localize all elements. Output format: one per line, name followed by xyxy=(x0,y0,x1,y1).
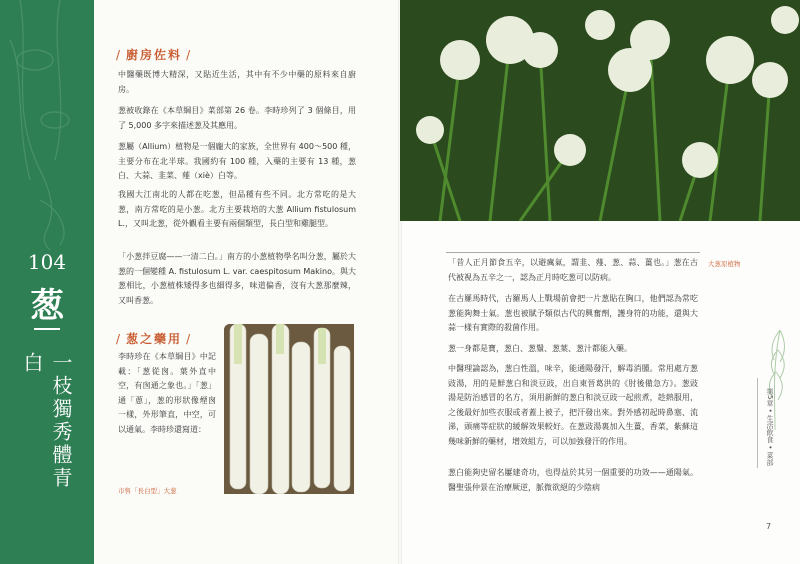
right-paragraph-quote: 「昔人正月節食五辛，以避癘氣，謂韭、薤、葱、蒜、薑也。」葱在古代被視為五辛之一，認為正月時吃葱可以防病。 xyxy=(448,258,698,282)
entry-number: 104 xyxy=(27,250,67,274)
stalk-photo-caption: 市售「長白型」大葱 xyxy=(118,487,177,495)
section-heading-kitchen: / 廚房佐料 / xyxy=(116,48,193,62)
title-divider xyxy=(34,328,60,330)
title-band xyxy=(0,0,94,564)
entry-subtitle-wrap xyxy=(20,352,73,512)
scallion-flower-photo xyxy=(400,0,800,221)
chapter-label: 第5章 • 生活飲食 • 菜部 xyxy=(766,388,774,466)
flower-photo-caption: 大葱原植物 xyxy=(708,260,741,268)
right-paragraph-4: 葱白能夠史留名屢建奇功，也得益於其另一個重要的功效——通陽氣。醫聖張仲景在治療厥逆，脈微欲絕的少陰病 xyxy=(448,468,698,492)
heading-text: 葱之藥用 xyxy=(126,332,183,346)
quote-rule xyxy=(446,252,700,253)
entry-subtitle: 一枝獨秀體青白 xyxy=(20,352,73,490)
scallion-stalk-photo xyxy=(224,324,354,494)
right-paragraph-3: 中醫理論認為，葱白性溫，味辛，能通陽發汗，解毒消腫。常用處方葱豉湯，用的是鮮葱白和淡豆豉，出自東晉葛洪的《肘後備急方》。葱豉湯是防治感冒的名方，須用新鮮的葱白和淡豆豉一起煎煮，趁熱服用，之後最好加些衣服或者蓋上被子，把汗發出來。對外感初起時鼻塞、流涕，頭痛等症狀的緩解效果較好。在葱豉湯裏加入生薑，香菜，紫蘇這幾味新鮮的藥材，增效組方，可以加強發汗的作用。 xyxy=(448,364,698,446)
entry-title: 葱 xyxy=(30,286,64,326)
usage-paragraph: 李時珍在《本草綱目》中記載：「葱從囪。葉外直中空，有囪通之象也。」「葱」通「蔥」，葱的形狀像煙囪一樣，外形筆直，中空，可以通氣。李時珍還寫道： xyxy=(118,352,216,434)
section-heading-usage: / 葱之藥用 / xyxy=(116,332,193,346)
kitchen-paragraph-1: 中醫藥既博大精深，又貼近生活，其中有不少中藥的原料來自廚房。 xyxy=(118,70,356,94)
kitchen-paragraph-5: 「小葱拌豆腐——一清二白。」南方的小葱植物學名叫分葱，屬於大葱的一個變種 A. fistulosum L. var. caespitosum Makino。與大葱相比，小葱植株矮得多也細得多，味道偏香，沒有大葱那麼辣，又叫香葱。 xyxy=(118,252,356,305)
kitchen-paragraph-4: 我國大江南北的人都在吃葱，但品種有些不同。北方常吃的是大葱，南方常吃的是小葱。北方主要栽培的大葱 Allium fistulosum L.，又叫北葱，從外觀看主要有兩個類型，長白型和雞腿型。 xyxy=(118,190,356,228)
kitchen-paragraph-3: 葱屬（Allium）植物是一個龐大的家族，全世界有 400～500 種，主要分布在北半球。我國約有 100 種，入藥的主要有 13 種，葱白、大蒜、韭菜、薤（xiè）白等。 xyxy=(118,142,356,180)
right-paragraph-1: 在古羅馬時代，古羅馬人上戰場前會把一片葱貼在胸口，他們認為常吃葱能夠舞士氣。葱也被賦予類似古代的興奮劑，護身符的功能，還與大蒜一樣有實際的殺菌作用。 xyxy=(448,294,698,332)
right-paragraph-2: 葱一身都是寶，葱白、葱鬚、葱葉、葱汁都能入藥。 xyxy=(448,344,632,353)
page-number: 7 xyxy=(766,522,772,531)
heading-text: 廚房佐料 xyxy=(126,48,183,62)
kitchen-paragraph-2: 葱被收錄在《本草綱目》菜部第 26 卷。李時珍列了 3 個條目，用了 5,000 多字來描述葱及其應用。 xyxy=(118,106,356,130)
